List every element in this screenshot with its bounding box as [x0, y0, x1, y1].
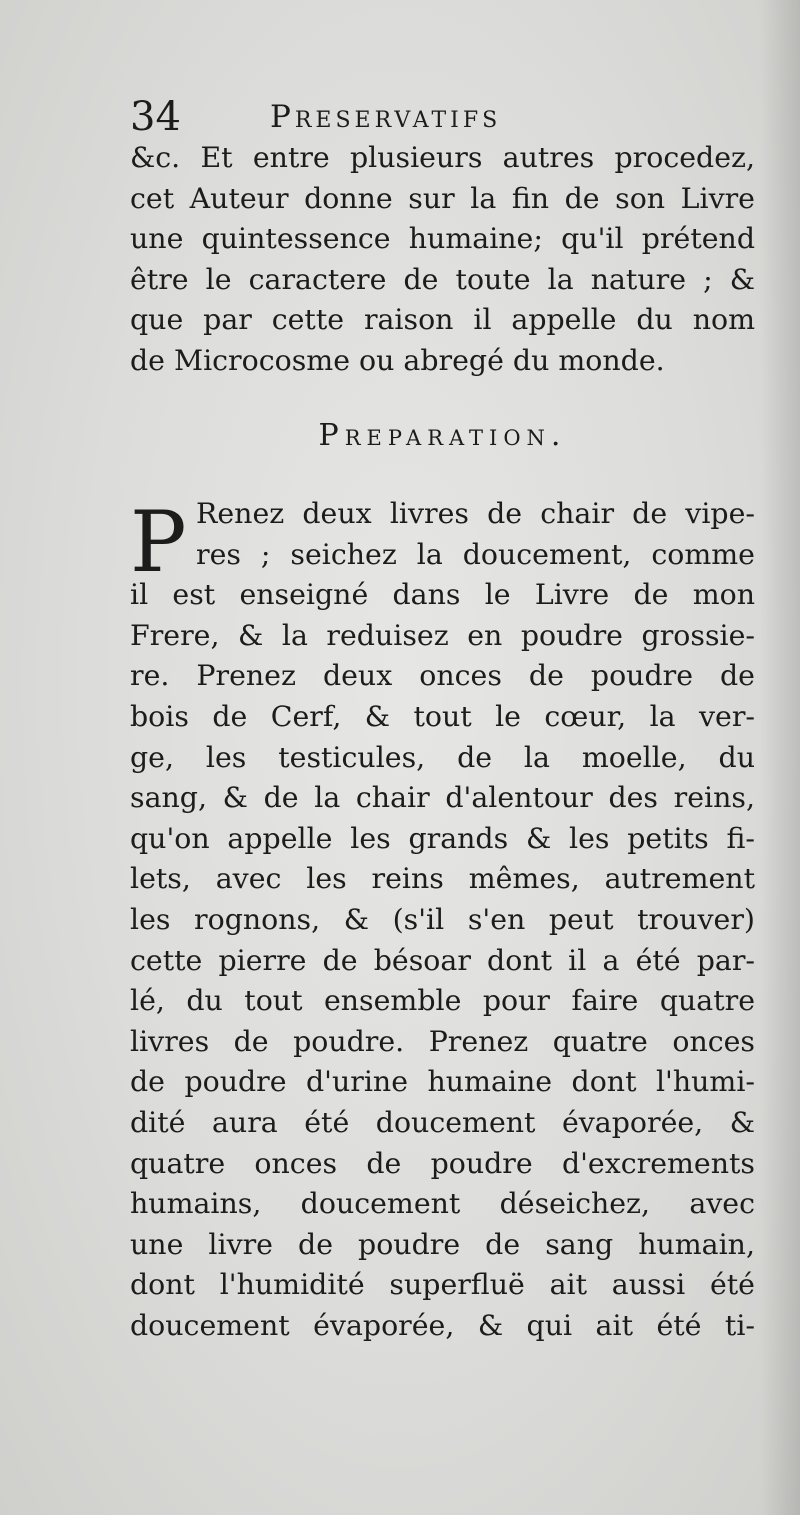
text-line: les rognons, & (s'il s'en peut trouver): [130, 902, 755, 936]
text-line: qu'on appelle les grands & les petits fi-: [130, 821, 755, 855]
text-line: doucement évaporée, & qui ait été ti-: [130, 1308, 755, 1342]
text-line: il est enseigné dans le Livre de mon: [130, 578, 755, 612]
text-line: de Microcosme ou abregé du monde.: [130, 343, 665, 377]
text-line: dont l'humidité superfluë ait aussi été: [130, 1268, 755, 1302]
text-line: &c. Et entre plusieurs autres procedez,: [130, 141, 755, 174]
text-line: lé, du tout ensemble pour faire quatre: [130, 984, 755, 1018]
section-heading: Preparation.: [318, 418, 567, 453]
text-line: sang, & de la chair d'alentour des reins,: [130, 781, 755, 815]
intro-paragraph: [130, 138, 755, 382]
text-line: une livre de poudre de sang humain,: [130, 1227, 755, 1261]
page-edge-shadow: [760, 0, 800, 1515]
text-line: livres de poudre. Prenez quatre onces: [130, 1024, 755, 1058]
text-line: ge, les testicules, de la moelle, du: [130, 740, 755, 774]
text-line: cette pierre de bésoar dont il a été par-: [130, 943, 755, 977]
text-line: bois de Cerf, & tout le cœur, la ver-: [130, 699, 755, 733]
text-line: que par cette raison il appelle du nom: [130, 303, 755, 337]
recipe-paragraph: [130, 494, 755, 1346]
text-line: quatre onces de poudre d'excrements: [130, 1146, 755, 1180]
text-line: lets, avec les reins mêmes, autrement: [130, 862, 755, 896]
drop-cap: P: [130, 493, 187, 591]
running-title: Preservatifs: [270, 99, 502, 135]
text-line: Renez deux livres de chair de vipe-: [196, 497, 755, 530]
text-line: une quintessence humaine; qu'il prétend: [130, 222, 755, 256]
text-line: dité aura été doucement évaporée, &: [130, 1105, 755, 1139]
text-line: Frere, & la reduisez en poudre grossie-: [130, 618, 755, 652]
text-line: res ; seichez la doucement, comme: [196, 537, 755, 571]
text-line: être le caractere de toute la nature ; &: [130, 262, 755, 296]
text-line: humains, doucement déseichez, avec: [130, 1187, 755, 1221]
text-line: re. Prenez deux onces de poudre de: [130, 659, 755, 693]
page-number: 34: [130, 94, 181, 140]
text-line: de poudre d'urine humaine dont l'humi-: [130, 1065, 755, 1099]
text-line: cet Auteur donne sur la fin de son Livre: [130, 181, 755, 215]
page-header: [130, 92, 760, 142]
